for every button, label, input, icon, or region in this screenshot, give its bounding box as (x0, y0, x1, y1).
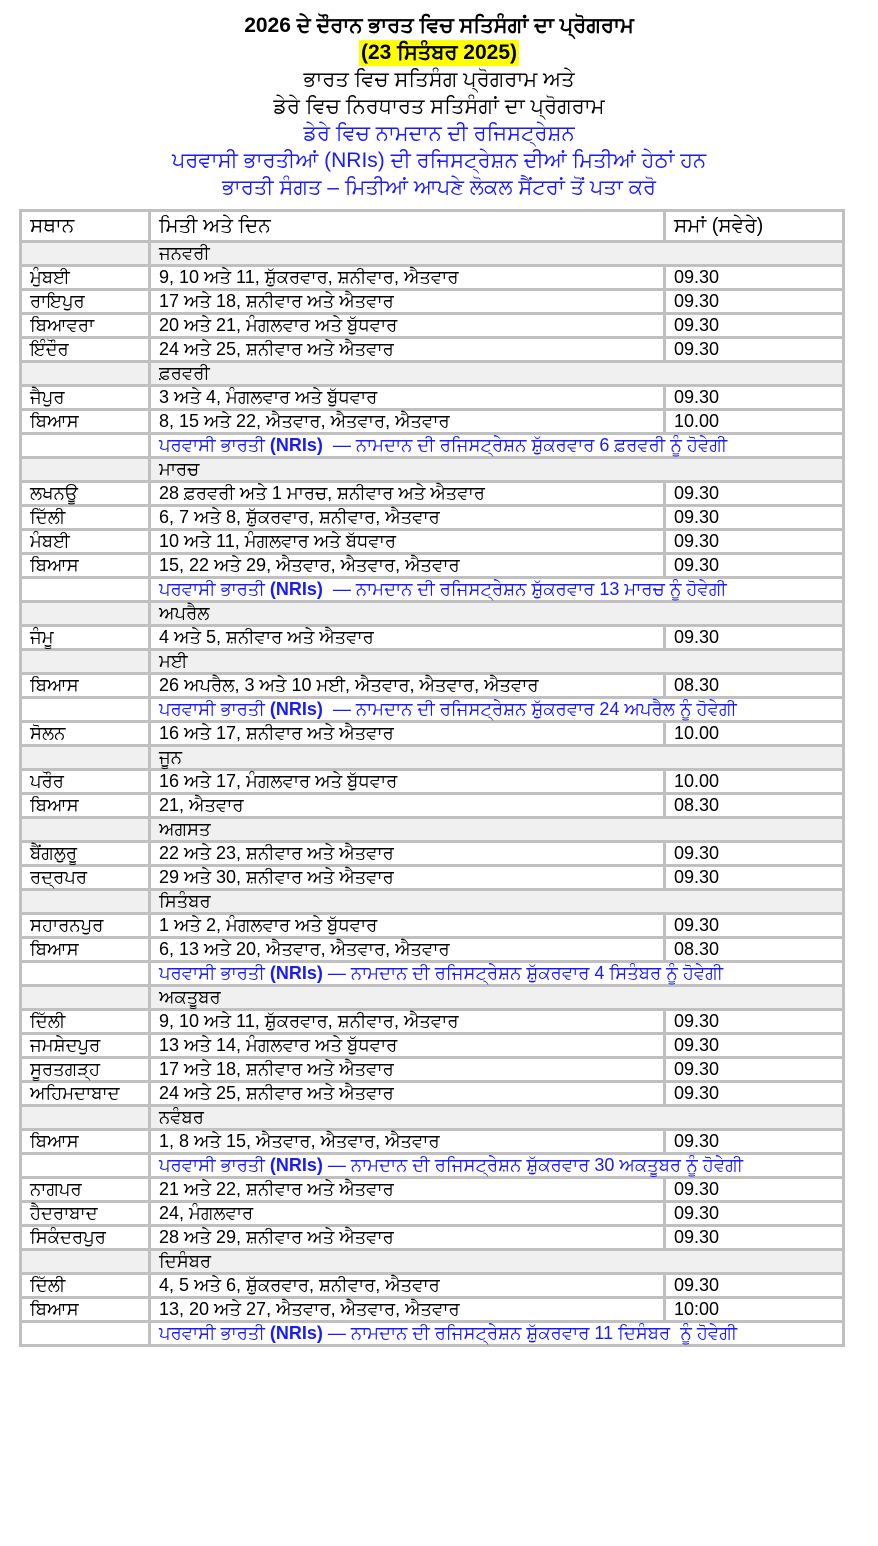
place-cell: ਇੰਦੌਰ (21, 338, 150, 362)
table-row (21, 410, 844, 434)
date-cell: 4, 5 ਅਤੇ 6, ਸ਼ੁੱਕਰਵਾਰ, ਸ਼ਨੀਵਾਰ, ਐਤਵਾਰ (150, 1274, 665, 1298)
column-header-time: ਸਮਾਂ (ਸਵੇਰੇ) (665, 211, 844, 242)
month-label: ਮਾਰਚ (150, 458, 844, 482)
table-row (21, 770, 844, 794)
place-cell: ਸੂਰਤਗੜ੍ਹ (21, 1058, 150, 1082)
table-row (21, 266, 844, 290)
place-cell: ਬਿਆਸ (21, 1130, 150, 1154)
document-title: 2026 ਦੇ ਦੌਰਾਨ ਭਾਰਤ ਵਿਚ ਸਤਿਸੰਗਾਂ ਦਾ ਪ੍ਰੋਗਰਾਮ (244, 14, 634, 37)
time-cell: 09.30 (665, 338, 844, 362)
time-cell: 09.30 (665, 1058, 844, 1082)
date-cell: 22 ਅਤੇ 23, ਸ਼ਨੀਵਾਰ ਅਤੇ ਐਤਵਾਰ (150, 842, 665, 866)
month-empty-cell (21, 746, 150, 770)
month-empty-cell (21, 1106, 150, 1130)
time-cell: 10.00 (665, 722, 844, 746)
schedule-body (21, 242, 844, 1346)
place-cell: ਬਿਆਵਰਾ (21, 314, 150, 338)
month-row (21, 602, 844, 626)
nri-registration-row (21, 962, 844, 986)
place-cell: ਦਿੱਲੀ (21, 1274, 150, 1298)
nri-empty-cell (21, 1322, 150, 1346)
place-cell: ਬਿਆਸ (21, 674, 150, 698)
table-row (21, 674, 844, 698)
time-cell: 09.30 (665, 1178, 844, 1202)
time-cell: 09.30 (665, 530, 844, 554)
nri-registration-date: — ਨਾਮਦਾਨ ਦੀ ਰਜਿਸਟ੍ਰੇਸ਼ਨ ਸ਼ੁੱਕਰਵਾਰ 11 ਦਿਸੰਬਰ ਨੂੰ ਹੋਵੇਗੀ (322, 1323, 738, 1343)
month-label: ਅਗਸਤ (150, 818, 844, 842)
date-cell: 15, 22 ਅਤੇ 29, ਐਤਵਾਰ, ਐਤਵਾਰ, ਐਤਵਾਰ (150, 554, 665, 578)
table-row (21, 1034, 844, 1058)
time-cell: 09.30 (665, 866, 844, 890)
time-cell: 09.30 (665, 1202, 844, 1226)
month-empty-cell (21, 818, 150, 842)
date-cell: 28 ਅਤੇ 29, ਸ਼ਨੀਵਾਰ ਅਤੇ ਐਤਵਾਰ (150, 1226, 665, 1250)
nri-registration-text (150, 578, 844, 602)
time-cell: 09.30 (665, 554, 844, 578)
nri-registration-date: — ਨਾਮਦਾਨ ਦੀ ਰਜਿਸਟ੍ਰੇਸ਼ਨ ਸ਼ੁੱਕਰਵਾਰ 6 ਫ਼ਰਵਰੀ ਨੂੰ ਹੋਵੇਗੀ (322, 435, 728, 455)
date-cell: 3 ਅਤੇ 4, ਮੰਗਲਵਾਰ ਅਤੇ ਬੁੱਧਵਾਰ (150, 386, 665, 410)
table-header-row (21, 211, 844, 242)
nri-abbreviation: (NRIs) (269, 1155, 323, 1175)
nri-abbreviation: (NRIs) (269, 699, 323, 719)
month-empty-cell (21, 242, 150, 266)
nri-registration-date: — ਨਾਮਦਾਨ ਦੀ ਰਜਿਸਟ੍ਰੇਸ਼ਨ ਸ਼ੁੱਕਰਵਾਰ 13 ਮਾਰਚ ਨੂੰ ਹੋਵੇਗੀ (322, 579, 727, 599)
month-empty-cell (21, 890, 150, 914)
time-cell: 09.30 (665, 314, 844, 338)
nri-registration-row (21, 698, 844, 722)
month-empty-cell (21, 362, 150, 386)
satsang-schedule-table (19, 209, 845, 1347)
place-cell: ਬਿਆਸ (21, 410, 150, 434)
date-cell: 17 ਅਤੇ 18, ਸ਼ਨੀਵਾਰ ਅਤੇ ਐਤਵਾਰ (150, 290, 665, 314)
table-row (21, 1298, 844, 1322)
nri-prefix: ਪਰਵਾਸੀ ਭਾਰਤੀ (159, 1155, 270, 1175)
date-cell: 16 ਅਤੇ 17, ਸ਼ਨੀਵਾਰ ਅਤੇ ਐਤਵਾਰ (150, 722, 665, 746)
month-empty-cell (21, 1250, 150, 1274)
table-row (21, 482, 844, 506)
month-label: ਮਈ (150, 650, 844, 674)
place-cell: ਮੰਬਈ (21, 530, 150, 554)
table-row (21, 914, 844, 938)
place-cell: ਸਿਕੰਦਰਪੁਰ (21, 1226, 150, 1250)
table-row (21, 794, 844, 818)
table-row (21, 1226, 844, 1250)
nri-registration-date: — ਨਾਮਦਾਨ ਦੀ ਰਜਿਸਟ੍ਰੇਸ਼ਨ ਸ਼ੁੱਕਰਵਾਰ 30 ਅਕਤੂਬਰ ਨੂੰ ਹੋਵੇਗੀ (322, 1155, 744, 1175)
month-empty-cell (21, 458, 150, 482)
table-row (21, 530, 844, 554)
month-empty-cell (21, 650, 150, 674)
time-cell: 09.30 (665, 386, 844, 410)
month-label: ਅਪਰੈਲ (150, 602, 844, 626)
date-cell: 4 ਅਤੇ 5, ਸ਼ਨੀਵਾਰ ਅਤੇ ਐਤਵਾਰ (150, 626, 665, 650)
date-cell: 24 ਅਤੇ 25, ਸ਼ਨੀਵਾਰ ਅਤੇ ਐਤਵਾਰ (150, 1082, 665, 1106)
nri-registration-date: — ਨਾਮਦਾਨ ਦੀ ਰਜਿਸਟ੍ਰੇਸ਼ਨ ਸ਼ੁੱਕਰਵਾਰ 24 ਅਪਰੈਲ ਨੂੰ ਹੋਵੇਗੀ (322, 699, 737, 719)
month-row (21, 362, 844, 386)
nri-empty-cell (21, 962, 150, 986)
nri-abbreviation: (NRIs) (269, 963, 323, 983)
date-cell: 6, 7 ਅਤੇ 8, ਸ਼ੁੱਕਰਵਾਰ, ਸ਼ਨੀਵਾਰ, ਐਤਵਾਰ (150, 506, 665, 530)
place-cell: ਮੁੰਬਈ (21, 266, 150, 290)
month-row (21, 746, 844, 770)
place-cell: ਦਿੱਲੀ (21, 506, 150, 530)
place-cell: ਜਮਸ਼ੇਦਪੁਰ (21, 1034, 150, 1058)
month-row (21, 818, 844, 842)
nri-registration-text (150, 434, 844, 458)
month-label: ਨਵੰਬਰ (150, 1106, 844, 1130)
date-cell: 13 ਅਤੇ 14, ਮੰਗਲਵਾਰ ਅਤੇ ਬੁੱਧਵਾਰ (150, 1034, 665, 1058)
place-cell: ਰਦ੍ਰਪਰ (21, 866, 150, 890)
date-cell: 21 ਅਤੇ 22, ਸ਼ਨੀਵਾਰ ਅਤੇ ਐਤਵਾਰ (150, 1178, 665, 1202)
place-cell: ਬਿਆਸ (21, 554, 150, 578)
date-cell: 24 ਅਤੇ 25, ਸ਼ਨੀਵਾਰ ਅਤੇ ਐਤਵਾਰ (150, 338, 665, 362)
date-cell: 29 ਅਤੇ 30, ਸ਼ਨੀਵਾਰ ਅਤੇ ਐਤਵਾਰ (150, 866, 665, 890)
date-cell: 17 ਅਤੇ 18, ਸ਼ਨੀਵਾਰ ਅਤੇ ਐਤਵਾਰ (150, 1058, 665, 1082)
date-cell: 10 ਅਤੇ 11, ਮੰਗਲਵਾਰ ਅਤੇ ਬੱਧਵਾਰ (150, 530, 665, 554)
table-row (21, 1178, 844, 1202)
indian-sangat-note: ਭਾਰਤੀ ਸੰਗਤ – ਮਿਤੀਆਂ ਆਪਣੇ ਲੋਕਲ ਸੈਂਟਰਾਂ ਤੋਂ ਪਤਾ ਕਰੋ (221, 176, 657, 199)
table-row (21, 722, 844, 746)
time-cell: 09.30 (665, 1274, 844, 1298)
place-cell: ਜੈਪੁਰ (21, 386, 150, 410)
nri-registration-text (150, 698, 844, 722)
month-label: ਜੂਨ (150, 746, 844, 770)
date-cell: 1, 8 ਅਤੇ 15, ਐਤਵਾਰ, ਐਤਵਾਰ, ਐਤਵਾਰ (150, 1130, 665, 1154)
nri-registration-row (21, 1154, 844, 1178)
table-row (21, 314, 844, 338)
table-row (21, 842, 844, 866)
place-cell: ਹੈਦਰਾਬਾਦ (21, 1202, 150, 1226)
table-row (21, 338, 844, 362)
time-cell: 09.30 (665, 626, 844, 650)
time-cell: 09.30 (665, 842, 844, 866)
month-row (21, 242, 844, 266)
place-cell: ਸਹਾਰਨਪੁਰ (21, 914, 150, 938)
month-row (21, 1106, 844, 1130)
date-cell: 9, 10 ਅਤੇ 11, ਸ਼ੁੱਕਰਵਾਰ, ਸ਼ਨੀਵਾਰ, ਐਤਵਾਰ (150, 1010, 665, 1034)
date-cell: 6, 13 ਅਤੇ 20, ਐਤਵਾਰ, ਐਤਵਾਰ, ਐਤਵਾਰ (150, 938, 665, 962)
place-cell: ਰਾਇਪੁਰ (21, 290, 150, 314)
table-row (21, 1058, 844, 1082)
date-cell: 8, 15 ਅਤੇ 22, ਐਤਵਾਰ, ਐਤਵਾਰ, ਐਤਵਾਰ (150, 410, 665, 434)
table-row (21, 1010, 844, 1034)
time-cell: 10:00 (665, 1298, 844, 1322)
table-row (21, 290, 844, 314)
place-cell: ਅਹਿਮਦਾਬਾਦ (21, 1082, 150, 1106)
nri-abbreviation: (NRIs) (269, 1323, 323, 1343)
nri-prefix: ਪਰਵਾਸੀ ਭਾਰਤੀ (159, 435, 270, 455)
nri-registration-text (150, 1322, 844, 1346)
nri-prefix: ਪਰਵਾਸੀ ਭਾਰਤੀ (159, 579, 270, 599)
place-cell: ਬਿਆਸ (21, 794, 150, 818)
place-cell: ਜੰਮੂ (21, 626, 150, 650)
place-cell: ਬਿਆਸ (21, 1298, 150, 1322)
place-cell: ਦਿੱਲੀ (21, 1010, 150, 1034)
nri-abbreviation: (NRIs) (269, 435, 323, 455)
month-row (21, 458, 844, 482)
time-cell: 09.30 (665, 1082, 844, 1106)
date-cell: 20 ਅਤੇ 21, ਮੰਗਲਵਾਰ ਅਤੇ ਬੁੱਧਵਾਰ (150, 314, 665, 338)
time-cell: 09.30 (665, 506, 844, 530)
table-row (21, 1130, 844, 1154)
date-cell: 13, 20 ਅਤੇ 27, ਐਤਵਾਰ, ਐਤਵਾਰ, ਐਤਵਾਰ (150, 1298, 665, 1322)
nri-prefix: ਪਰਵਾਸੀ ਭਾਰਤੀ (159, 699, 270, 719)
month-label: ਦਿਸੰਬਰ (150, 1250, 844, 1274)
nri-prefix: ਪਰਵਾਸੀ ਭਾਰਤੀ (159, 963, 270, 983)
time-cell: 09.30 (665, 1010, 844, 1034)
nri-registration-row (21, 1322, 844, 1346)
nri-empty-cell (21, 698, 150, 722)
month-label: ਅਕਤੂਬਰ (150, 986, 844, 1010)
subtitle-line-2: ਡੇਰੇ ਵਿਚ ਨਿਰਧਾਰਤ ਸਤਿਸੰਗਾਂ ਦਾ ਪ੍ਰੋਗਰਾਮ (273, 95, 605, 118)
nri-prefix: ਪਰਵਾਸੀ ਭਾਰਤੀ (159, 1323, 270, 1343)
date-cell: 9, 10 ਅਤੇ 11, ਸ਼ੁੱਕਰਵਾਰ, ਸ਼ਨੀਵਾਰ, ਐਤਵਾਰ (150, 266, 665, 290)
nri-abbreviation: (NRIs) (269, 579, 323, 599)
date-cell: 24, ਮੰਗਲਵਾਰ (150, 1202, 665, 1226)
table-row (21, 938, 844, 962)
table-row (21, 1202, 844, 1226)
time-cell: 08.30 (665, 794, 844, 818)
date-cell: 16 ਅਤੇ 17, ਮੰਗਲਵਾਰ ਅਤੇ ਬੁੱਧਵਾਰ (150, 770, 665, 794)
place-cell: ਪਰੌਰ (21, 770, 150, 794)
place-cell: ਬੈਂਗਲੁਰੂ (21, 842, 150, 866)
time-cell: 09.30 (665, 266, 844, 290)
time-cell: 09.30 (665, 482, 844, 506)
date-cell: 26 ਅਪਰੈਲ, 3 ਅਤੇ 10 ਮਈ, ਐਤਵਾਰ, ਐਤਵਾਰ, ਐਤਵਾਰ (150, 674, 665, 698)
table-row (21, 626, 844, 650)
month-empty-cell (21, 602, 150, 626)
time-cell: 09.30 (665, 1226, 844, 1250)
registration-heading: ਡੇਰੇ ਵਿਚ ਨਾਮਦਾਨ ਦੀ ਰਜਿਸਟ੍ਰੇਸ਼ਨ (303, 122, 575, 145)
place-cell: ਬਿਆਸ (21, 938, 150, 962)
time-cell: 09.30 (665, 1034, 844, 1058)
place-cell: ਸੋਲਨ (21, 722, 150, 746)
subtitle-line-1: ਭਾਰਤ ਵਿਚ ਸਤਿਸੰਗ ਪ੍ਰੋਗਰਾਮ ਅਤੇ (303, 68, 575, 91)
time-cell: 10.00 (665, 410, 844, 434)
time-cell: 10.00 (665, 770, 844, 794)
month-row (21, 1250, 844, 1274)
nri-empty-cell (21, 434, 150, 458)
table-row (21, 1082, 844, 1106)
time-cell: 09.30 (665, 1130, 844, 1154)
time-cell: 09.30 (665, 290, 844, 314)
nri-registration-text (150, 1154, 844, 1178)
month-row (21, 986, 844, 1010)
nri-registration-note: ਪਰਵਾਸੀ ਭਾਰਤੀਆਂ (NRIs) ਦੀ ਰਜਿਸਟ੍ਰੇਸ਼ਨ ਦੀਆਂ ਮਿਤੀਆਂ ਹੇਠਾਂ ਹਨ (171, 149, 707, 172)
month-empty-cell (21, 986, 150, 1010)
time-cell: 08.30 (665, 674, 844, 698)
date-cell: 1 ਅਤੇ 2, ਮੰਗਲਵਾਰ ਅਤੇ ਬੁੱਧਵਾਰ (150, 914, 665, 938)
revision-date-badge: (23 ਸਿਤੰਬਰ 2025) (360, 41, 518, 64)
date-cell: 28 ਫ਼ਰਵਰੀ ਅਤੇ 1 ਮਾਰਚ, ਸ਼ਨੀਵਾਰ ਅਤੇ ਐਤਵਾਰ (150, 482, 665, 506)
nri-empty-cell (21, 1154, 150, 1178)
nri-registration-text (150, 962, 844, 986)
month-label: ਸਿਤੰਬਰ (150, 890, 844, 914)
time-cell: 08.30 (665, 938, 844, 962)
date-cell: 21, ਐਤਵਾਰ (150, 794, 665, 818)
table-row (21, 554, 844, 578)
column-header-date: ਮਿਤੀ ਅਤੇ ਦਿਨ (150, 211, 665, 242)
month-row (21, 650, 844, 674)
place-cell: ਲਖਨਊ (21, 482, 150, 506)
table-row (21, 386, 844, 410)
table-row (21, 1274, 844, 1298)
table-row (21, 866, 844, 890)
month-row (21, 890, 844, 914)
column-header-place: ਸਥਾਨ (21, 211, 150, 242)
month-label: ਜਨਵਰੀ (150, 242, 844, 266)
nri-empty-cell (21, 578, 150, 602)
time-cell: 09.30 (665, 914, 844, 938)
document-header (0, 12, 878, 201)
nri-registration-date: — ਨਾਮਦਾਨ ਦੀ ਰਜਿਸਟ੍ਰੇਸ਼ਨ ਸ਼ੁੱਕਰਵਾਰ 4 ਸਿਤੰਬਰ ਨੂੰ ਹੋਵੇਗੀ (322, 963, 724, 983)
nri-registration-row (21, 578, 844, 602)
month-label: ਫ਼ਰਵਰੀ (150, 362, 844, 386)
nri-registration-row (21, 434, 844, 458)
table-row (21, 506, 844, 530)
place-cell: ਨਾਗਪਰ (21, 1178, 150, 1202)
